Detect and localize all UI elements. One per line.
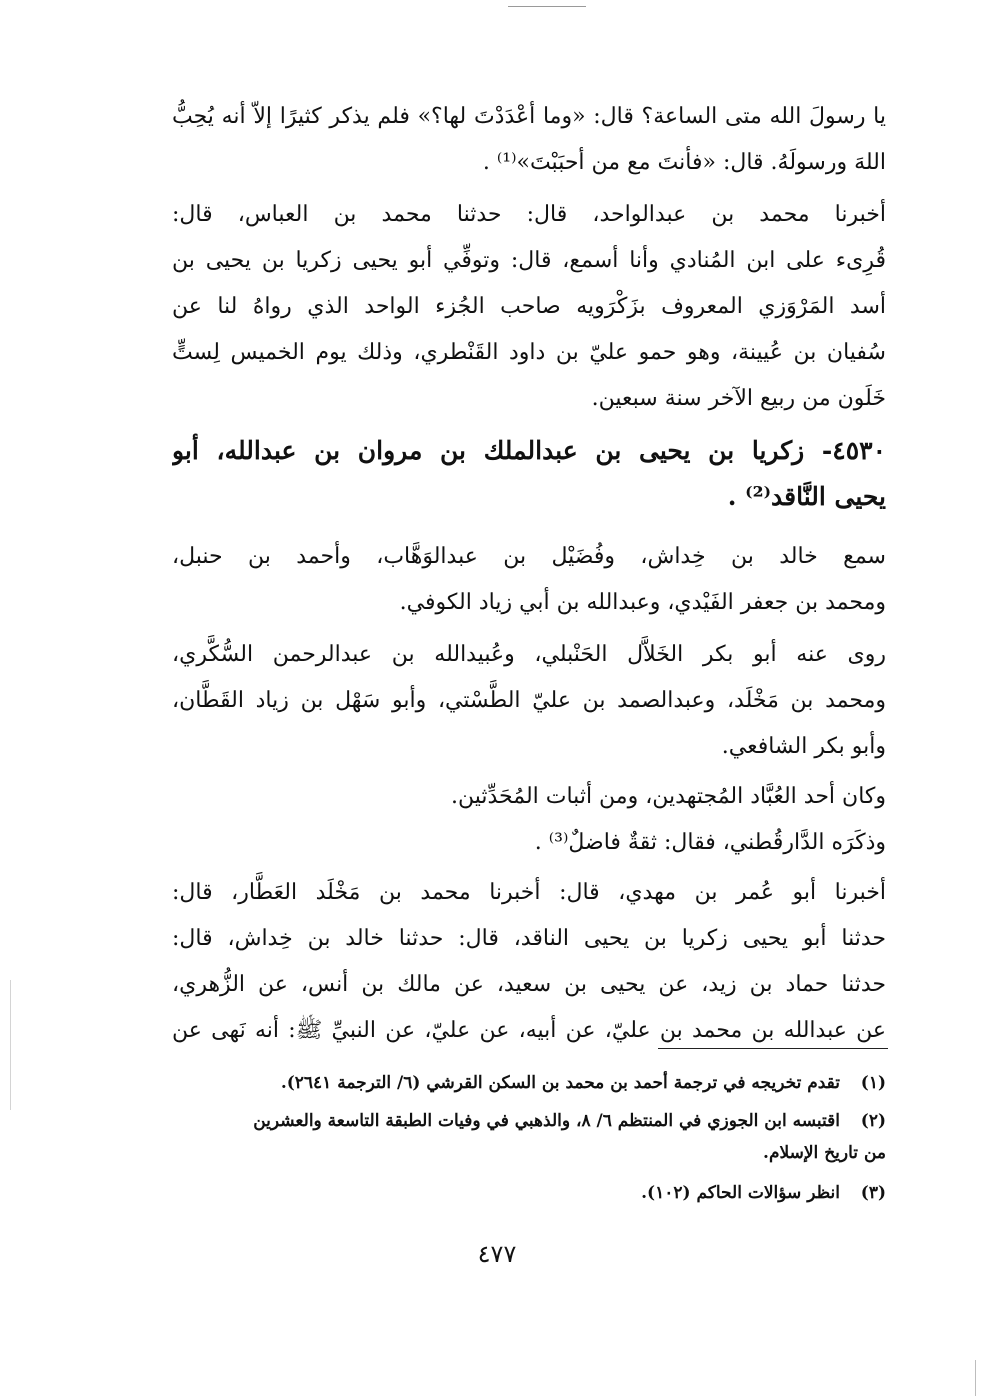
body-line: ومحمد بن جعفر الفَيْدي، وعبدالله بن أبي زياد الكوفي. [399, 590, 886, 615]
footnote-3 [172, 1176, 886, 1210]
body-line: وكان أحد العُبَّاد المُجتهدين، ومن أثبات المُحَدِّثين. [450, 784, 886, 809]
footnote-text: تقدم تخريجه في ترجمة أحمد بن محمد بن السكن القرشي (٦/ الترجمة ٢٦٤١). [280, 1073, 840, 1093]
entry-heading-cont: يحيى النَّاقد⁽²⁾ . [727, 482, 886, 511]
body-line: وأبو بكر الشافعي. [721, 734, 886, 759]
body-line: سُفيان بن عُيينة، وهو حمو عليّ بن داود القَنْطري، وذلك يوم الخميس لِستٍّ [172, 340, 886, 365]
footnote-number: (٢) [860, 1111, 886, 1131]
scan-edge-mark [10, 980, 11, 1110]
entry-heading: ٤٥٣٠- زكريا بن يحيى بن عبدالملك بن مروان بن عبدالله، أبو [172, 436, 886, 465]
body-line: روى عنه أبو بكر الخَلاَّل الحَنْبلي، وعُبيدالله بن عبدالرحمن السُّكَّري، [172, 642, 886, 667]
footnote-2 [172, 1104, 886, 1138]
footnote-1 [172, 1066, 886, 1100]
scan-edge-mark-bottom [975, 1360, 976, 1396]
body-line: اللهَ ورسولَهُ. قال: «فأنتَ مع من أحبَبْتَ»⁽¹⁾ . [482, 150, 886, 175]
body-line: عن عبدالله بن محمد بن عليّ، عن أبيه، عن عليّ، عن النبيِّ ﷺ: أنه نَهى عن [172, 1018, 886, 1043]
body-line: حدثنا حماد بن زيد، عن يحيى بن سعيد، عن مالك بن أنس، عن الزُّهري، [172, 972, 886, 997]
body-line: خَلَون من ربيع الآخر سنة سبعين. [591, 386, 886, 411]
page-number: ٤٧٧ [477, 1240, 517, 1268]
footnote-2-cont: من تاريخ الإسلام. [763, 1143, 886, 1163]
body-line: سمع خالد بن خِداش، وفُضَيْل بن عبدالوَهَّاب، وأحمد بن حنبل، [172, 544, 886, 569]
footnote-number: (١) [860, 1073, 886, 1093]
top-edge-rule [508, 6, 586, 7]
footnote-text: انظر سؤالات الحاكم (١٠٢). [641, 1183, 840, 1203]
body-line: وذكَرَه الدَّارقُطني، فقال: ثقةٌ فاضلٌ⁽³⁾ . [534, 830, 886, 855]
footnote-text: اقتبسه ابن الجوزي في المنتظم ٦/ ٨، والذهبي في وفيات الطبقة التاسعة والعشرين [253, 1111, 840, 1131]
body-line: ومحمد بن مَخْلَد، وعبدالصمد بن عليّ الطَّسْتي، وأبو سَهْل بن زياد القَطَّان، [172, 688, 886, 713]
footnote-separator [658, 1048, 888, 1049]
body-line: أخبرنا محمد بن عبدالواحد، قال: حدثنا محمد بن العباس، قال: [172, 202, 886, 227]
body-line: قُرِىء على ابن المُنادي وأنا أسمع، قال: وتوفِّي أبو يحيى زكريا بن يحيى بن [172, 248, 886, 273]
body-line: أخبرنا أبو عُمر بن مهدي، قال: أخبرنا محمد بن مَخْلَد العَطَّار، قال: [172, 880, 886, 905]
footnote-number: (٣) [860, 1183, 886, 1203]
body-line: أسد المَرْوَزي المعروف بزَكْرَويه صاحب الجُزء الواحد الذي رواهُ لنا عن [172, 294, 886, 319]
body-line: يا رسولَ الله متى الساعة؟ قال: «وما أعْدَدْتَ لها؟» فلم يذكر كثيرًا إلاّ أنه يُحِبُّ [172, 104, 886, 129]
body-line: حدثنا أبو يحيى زكريا بن يحيى الناقد، قال: حدثنا خالد بن خِداش، قال: [172, 926, 886, 951]
